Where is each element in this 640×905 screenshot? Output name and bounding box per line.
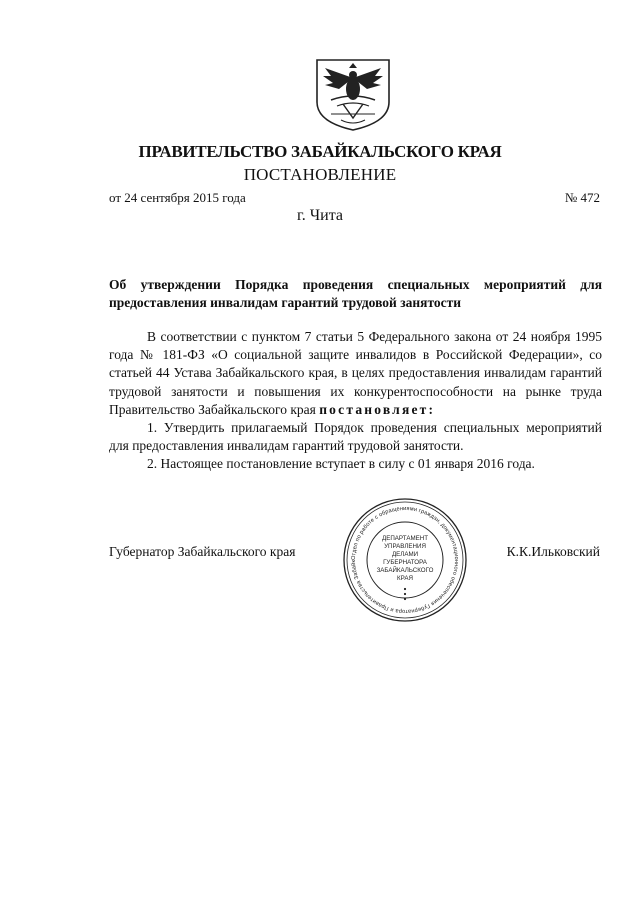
official-seal-stamp bbox=[342, 497, 468, 623]
signatory-name: К.К.Ильковский bbox=[506, 544, 600, 559]
document-title: Об утверждении Порядка проведения специальных мероприятий для предоставления инвалидам гарантий трудовой занятости bbox=[109, 277, 602, 310]
preamble-paragraph bbox=[109, 328, 602, 419]
document-date: от 24 сентября 2015 года bbox=[109, 190, 246, 205]
stamp-center-line: ДЕЛАМИ bbox=[391, 551, 419, 558]
document-type: ПОСТАНОВЛЕНИЕ bbox=[243, 165, 397, 184]
coat-of-arms-eagle-icon bbox=[311, 56, 395, 132]
decree-item-1: 1. Утвердить прилагаемый Порядок проведения специальных мероприятий для предоставления инвалидам гарантий трудовой занятости. bbox=[109, 420, 602, 454]
document-city: г. Чита bbox=[296, 207, 343, 224]
stamp-center-line: ЗАБАЙКАЛЬСКОГО bbox=[376, 567, 434, 574]
document-body bbox=[109, 328, 602, 474]
signatory-position: Губернатор Забайкальского края bbox=[109, 544, 296, 559]
stamp-outer-ring-text: Отдел по работе с обращениями граждан, документационного обеспечения Губернатора и Правительства Забайк bbox=[350, 505, 460, 615]
organization-name: ПРАВИТЕЛЬСТВО ЗАБАЙКАЛЬСКОГО КРАЯ bbox=[138, 142, 502, 161]
decree-word: постановляет: bbox=[319, 401, 436, 417]
preamble-text: В соответствии с пунктом 7 статьи 5 Федерального закона от 24 ноября 1995 года № 181-ФЗ «О социальной защите инвалидов в Российской Федерации», со статьей 44 Устава Забайкальского края, в целях предоставления инвалидам гарантий трудовой занятости и повышения их конкурентоспособности на рынке труда Правительство Забайкальского края bbox=[109, 329, 602, 417]
stamp-center-line: УПРАВЛЕНИЯ bbox=[384, 543, 426, 550]
decree-item-2: 2. Настоящее постановление вступает в силу с 01 января 2016 года. bbox=[147, 456, 535, 472]
stamp-center-line: КРАЯ bbox=[397, 575, 413, 582]
stamp-center-line: ГУБЕРНАТОРА bbox=[383, 559, 427, 566]
document-number: № 472 bbox=[564, 190, 600, 205]
stamp-center-line: ДЕПАРТАМЕНТ bbox=[382, 535, 428, 542]
